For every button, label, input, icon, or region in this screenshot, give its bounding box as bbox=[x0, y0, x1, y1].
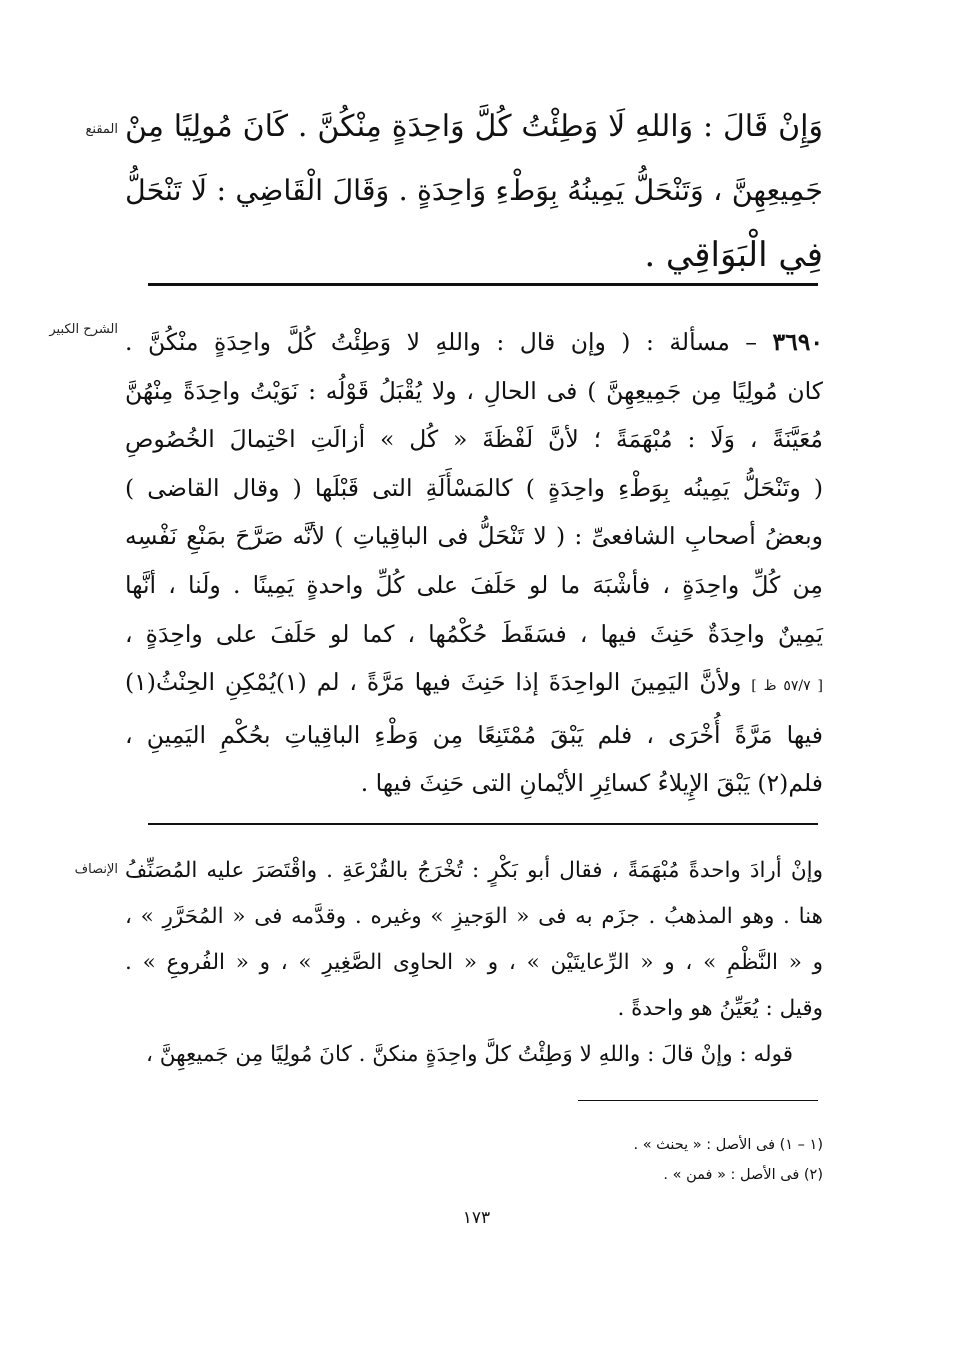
sharh-line: ( وتَنْحَلُّ يَمِينُه بِوَطْءِ واحِدَةٍ ) كالمَسْأَلَةِ التى قَبْلَها ( وقال القاضى ) bbox=[125, 473, 823, 502]
sharh-line bbox=[125, 658, 823, 711]
page-number: ١٧٣ bbox=[462, 1208, 491, 1228]
section-divider bbox=[148, 823, 818, 825]
sharh-line: مُعَيَّنَةً ، وَلَا : مُبْهَمَةً ؛ لأنَّ لَفْظَةَ « كُل » أزالَتِ احْتِمالَ الخُصُوصِ bbox=[125, 425, 823, 454]
insaf-line: وقيل : يُعَيِّنُ هو واحدةً . bbox=[617, 996, 823, 1021]
sharh-line: يَمِينٌ واحِدَةٌ حَنِثَ فيها ، فسَقَطَ حُكْمُها ، كما لو حَلَفَ على واحِدَةٍ ، bbox=[125, 619, 823, 648]
insaf-line: و « النَّظْمِ » ، و « الرِّعايتَيْن » ، و « الحاوِى الصَّغِيرِ » ، و « الفُروعِ » . bbox=[125, 950, 823, 975]
sharh-line: وبعضُ أصحابِ الشافعىِّ : ( لا تَنْحَلُّ فى الباقِياتِ ) لأنَّه صَرَّحَ بمَنْعِ نَفْسِه bbox=[125, 522, 823, 551]
footnote: (٢) فى الأصل : « فمن » . bbox=[663, 1167, 823, 1183]
sharh-line: كان مُولِيًا مِن جَمِيعِهِنَّ ) فى الحالِ ، ولا يُقْبَلُ قَوْلُه : نَوَيْتُ واحِدَةً مِنْهُنَّ bbox=[125, 376, 823, 405]
sharh-line: فلم(٢) يَبْقَ الإِيلاءُ كسائِرِ الأيْمانِ التى حَنِثَ فيها . bbox=[360, 769, 823, 798]
muqni-line: جَمِيعِهِنَّ ، وَتَنْحَلُّ يَمِينُهُ بِوَطْءِ وَاحِدَةٍ . وَقَالَ الْقَاضِي : لَا تَنْحَلُّ bbox=[125, 174, 823, 207]
margin-label-sharh: الشرح الكبير bbox=[49, 322, 118, 337]
issue-number: ٣٦٩٠ bbox=[772, 328, 823, 356]
muqni-line: فِي الْبَوَاقِي . bbox=[644, 235, 823, 275]
sharh-line-text: – مسألة : ( وإن قال : واللهِ لا وَطِئْتُ كُلَّ واحِدَةٍ منْكُنَّ . bbox=[125, 328, 773, 356]
insaf-section bbox=[125, 848, 823, 1078]
section-divider bbox=[148, 283, 818, 286]
insaf-line: هنا . وهو المذهبُ . جزَم به فى « الوَجيزِ » وغيره . وقدَّمه فى « المُحَرَّرِ » ، bbox=[125, 904, 823, 929]
sharh-line: فيها مَرَّةً أُخْرَى ، فلم يَبْقَ مُمْتَنِعًا مِن وَطْءِ الباقِياتِ بحُكْمِ اليَمِينِ ، bbox=[125, 720, 823, 749]
sharh-section bbox=[125, 318, 823, 808]
insaf-line: قوله : وإنْ قالَ : واللهِ لا وَطِئْتُ كلَّ واحِدَةٍ منكنَّ . كانَ مُولِيًا مِن جَميعِهِنَّ ، bbox=[145, 1042, 793, 1067]
footnote: (١ – ١) فى الأصل : « يحنث » . bbox=[633, 1137, 823, 1153]
sharh-line-text: ولأنَّ اليَمِينَ الواحِدَةَ إذا حَنِثَ فيها مَرَّةً ، لم (١)يُمْكِنِ الحِنْثُ(١) bbox=[125, 668, 752, 697]
muqni-section bbox=[125, 95, 823, 287]
sharh-line bbox=[125, 318, 823, 367]
margin-label-muqni: المقنع bbox=[85, 122, 118, 137]
footnote-divider bbox=[578, 1100, 818, 1101]
manuscript-folio-ref: [ ٥٧/٧ ظ ] bbox=[751, 678, 823, 695]
insaf-line: وإنْ أرادَ واحدةً مُبْهَمَةً ، فقال أبو بَكْرٍ : تُخْرَجُ بالقُرْعَةِ . واقْتَصَرَ عليه المُصَنِّفُ bbox=[125, 858, 823, 883]
muqni-line: وَإِنْ قَالَ : وَاللهِ لَا وَطِئْتُ كُلَّ وَاحِدَةٍ مِنْكُنَّ . كَانَ مُولِيًا مِنْ bbox=[125, 109, 823, 144]
margin-label-insaf: الإنصاف bbox=[74, 862, 118, 877]
sharh-line: مِن كُلِّ واحِدَةٍ ، فأشْبَهَ ما لو حَلَفَ على كُلِّ واحدةٍ يَمِينًا . ولَنا ، أنَّها bbox=[125, 570, 823, 599]
